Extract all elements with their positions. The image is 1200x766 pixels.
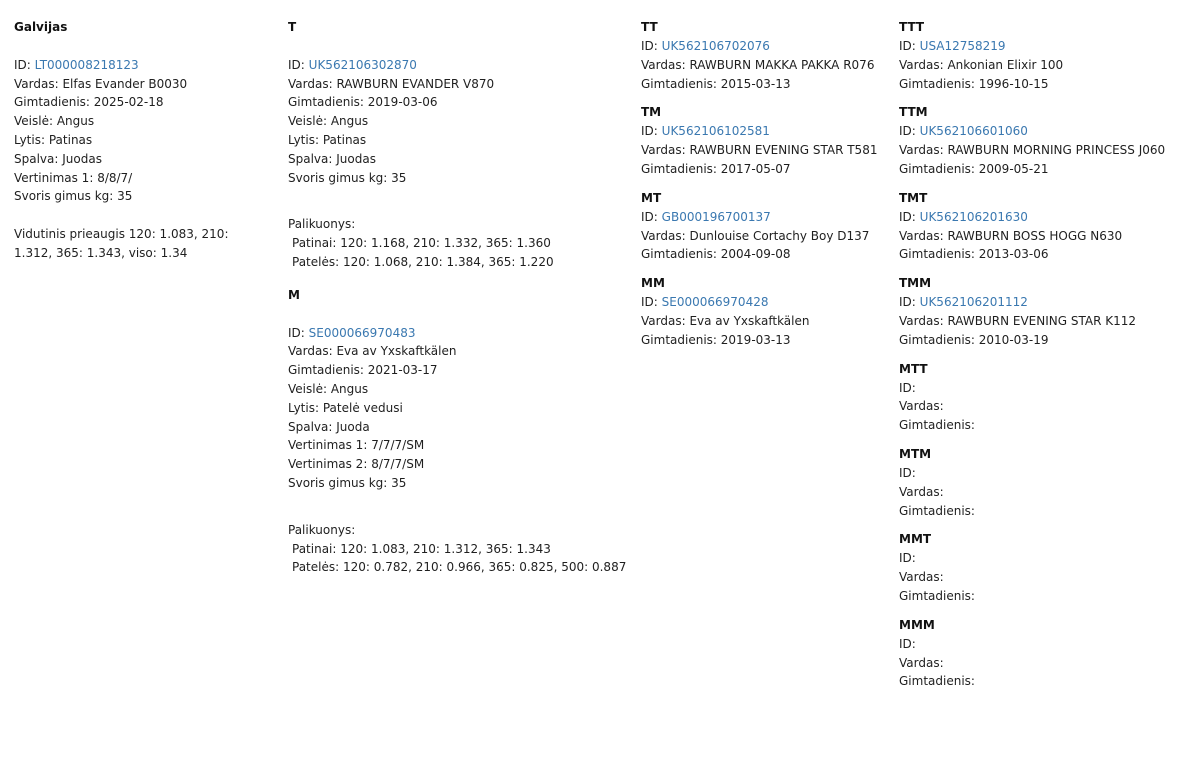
ancestor-mmm [899,616,1194,691]
ancestor-heading: MT [641,190,662,205]
ancestor-name-row [641,56,891,75]
sex-label: Lytis: [288,400,320,415]
ancestor-birthday: 2015-03-13 [720,76,791,91]
name-label: Vardas: [899,570,944,585]
birthday-label: Gimtadienis: [641,76,717,91]
sire-offspring-bulls-row [288,234,628,253]
ancestor-name: Eva av Yxskaftkälen [689,313,810,328]
ancestor-birthday-row [899,75,1194,94]
birth-weight-label: Svoris gimus kg: [288,475,388,490]
id-label: ID: [899,295,916,310]
ancestor-tm [641,103,891,178]
animal-id-link[interactable]: LT000008218123 [34,57,139,72]
ancestor-birthday: 2013-03-06 [978,247,1049,262]
dam-offspring-bulls-row [288,540,628,559]
parents-column [288,18,628,577]
dam-birth-weight: 35 [391,475,407,490]
id-label: ID: [288,325,305,340]
breed-label: Veislė: [288,114,328,129]
ancestor-name: RAWBURN MAKKA PAKKA R076 [689,57,875,72]
ancestor-heading: MMM [899,617,935,632]
birthday-label: Gimtadienis: [899,76,975,91]
ancestor-name-row [899,483,1194,502]
ancestor-id-link[interactable]: UK562106702076 [661,39,770,53]
ancestor-birthday-row [641,245,891,264]
ancestor-id-row [641,208,891,227]
sire-heading: T [288,20,297,34]
birthday-label: Gimtadienis: [899,418,975,433]
name-label: Vardas: [899,228,944,243]
ancestor-name: Ankonian Elixir 100 [947,57,1064,72]
dam-color: Juoda [336,419,370,434]
dam-offspring-label: Palikuonys: [288,522,356,537]
bulls-label: Patinai: [292,236,337,251]
dam-sex-row [288,399,628,418]
ancestor-ttm [899,103,1194,178]
ancestor-birthday-row [899,160,1194,179]
sex-label: Lytis: [14,132,46,147]
name-label: Vardas: [899,143,944,158]
id-label: ID: [899,124,916,139]
ancestor-id-row [899,635,1194,654]
ancestor-tmt [899,189,1194,264]
animal-id-row [14,56,264,75]
ancestor-id-row [899,293,1194,312]
color-label: Spalva: [14,151,59,166]
ancestor-name: RAWBURN EVENING STAR K112 [947,313,1136,328]
dam-sex: Patelė vedusi [322,400,403,415]
birthday-label: Gimtadienis: [641,332,717,347]
ancestor-mtm [899,445,1194,520]
animal-average-gain: Vidutinis prieaugis 120: 1.083, 210: 1.312, 365: 1.343, viso: 1.34 [14,226,229,260]
birthday-label: Gimtadienis: [288,95,364,110]
ancestor-name-row [899,312,1194,331]
color-label: Spalva: [288,151,333,166]
ancestor-heading: MTM [899,446,932,461]
dam-birthday-row [288,361,628,380]
ancestor-id-link[interactable]: UK562106201112 [919,295,1028,310]
breed-label: Veislė: [14,114,54,129]
id-label: ID: [899,465,916,480]
birthday-label: Gimtadienis: [288,363,364,378]
ancestor-name-row [641,227,891,246]
ancestor-id-row [641,293,891,312]
ancestor-heading: TM [641,105,662,120]
name-label: Vardas: [899,399,944,414]
ancestor-heading: TT [641,20,658,34]
ancestor-id-row [641,37,891,56]
sire-id-row [288,56,628,75]
ancestor-name-row [899,141,1194,160]
ancestor-birthday-row [899,245,1194,264]
birthday-label: Gimtadienis: [899,674,975,689]
dam-color-row [288,418,628,437]
animal-breed: Angus [56,114,95,129]
id-label: ID: [641,209,658,224]
sire-breed-row [288,112,628,131]
ancestor-birthday-row [641,75,891,94]
animal-score1: 8/8/7/ [97,170,133,185]
ancestor-mmt [899,530,1194,605]
sire-birthday: 2019-03-06 [367,95,438,110]
score2-label: Vertinimas 2: [288,457,368,472]
dam-score2-row [288,455,628,474]
ancestor-id-row [899,122,1194,141]
ancestor-id-link[interactable]: UK562106601060 [919,124,1028,139]
dam-heading: M [288,287,300,302]
sire-offspring-bulls: 120: 1.168, 210: 1.332, 365: 1.360 [340,236,551,251]
sire-birth-weight-row [288,169,628,188]
sire-sex: Patinas [322,132,367,147]
ancestor-name-row [899,654,1194,673]
id-label: ID: [899,636,916,651]
id-label: ID: [899,380,916,395]
dam-id-link[interactable]: SE000066970483 [308,325,416,340]
ancestor-birthday-row [899,502,1194,521]
sire-sex-row [288,131,628,150]
birthday-label: Gimtadienis: [899,588,975,603]
name-label: Vardas: [899,57,944,72]
ancestor-name: RAWBURN MORNING PRINCESS J060 [947,143,1166,158]
birthday-label: Gimtadienis: [899,503,975,518]
ancestor-heading: MM [641,276,665,291]
animal-sex: Patinas [48,132,93,147]
ancestor-birthday: 2004-09-08 [720,247,791,262]
name-label: Vardas: [288,344,333,359]
dam-offspring-bulls: 120: 1.083, 210: 1.312, 365: 1.343 [340,541,551,556]
ancestor-id-row [899,379,1194,398]
animal-color-row [14,150,264,169]
animal-sex-row [14,131,264,150]
ancestor-id-row [899,549,1194,568]
name-label: Vardas: [899,484,944,499]
ancestor-heading: TTM [899,105,928,120]
animal-breed-row [14,112,264,131]
animal-name: Elfas Evander B0030 [62,76,188,91]
id-label: ID: [899,39,916,53]
score1-label: Vertinimas 1: [288,438,368,453]
dam-score1-row [288,436,628,455]
id-label: ID: [641,295,658,310]
dam-name: Eva av Yxskaftkälen [336,344,457,359]
ancestor-id-link[interactable]: UK562106102581 [661,124,770,139]
heifers-label: Patelės: [292,254,340,269]
animal-name-row [14,75,264,94]
name-label: Vardas: [14,76,59,91]
score1-label: Vertinimas 1: [14,170,94,185]
ancestor-birthday-row [641,160,891,179]
sire-name-row [288,75,628,94]
sire-breed: Angus [330,114,369,129]
color-label: Spalva: [288,419,333,434]
id-label: ID: [288,57,305,72]
birthday-label: Gimtadienis: [899,247,975,262]
sire-offspring-heifers-row [288,253,628,272]
birthday-label: Gimtadienis: [899,332,975,347]
animal-column [14,18,264,263]
ancestor-name: RAWBURN EVENING STAR T581 [689,143,878,158]
animal-heading: Galvijas [14,20,68,34]
ancestor-birthday: 2009-05-21 [978,161,1049,176]
grandparents-column [641,18,891,360]
animal-birth-weight-row [14,187,264,206]
birthday-label: Gimtadienis: [899,161,975,176]
id-label: ID: [641,39,658,53]
sex-label: Lytis: [288,132,320,147]
ancestor-mm [641,274,891,349]
birth-weight-label: Svoris gimus kg: [14,189,114,204]
dam-name-row [288,342,628,361]
animal-score1-row [14,169,264,188]
ancestor-name-row [899,568,1194,587]
ancestor-birthday: 2019-03-13 [720,332,791,347]
ancestor-heading: TTT [899,20,925,34]
dam-offspring-heifers-row [288,558,628,577]
ancestor-heading: MMT [899,532,932,547]
ancestor-name-row [641,312,891,331]
dam-offspring-heifers: 120: 0.782, 210: 0.966, 365: 0.825, 500: 0.887 [342,560,627,575]
ancestor-mtt [899,360,1194,435]
great-grandparents-column [899,18,1194,701]
birthday-label: Gimtadienis: [641,247,717,262]
birthday-label: Gimtadienis: [641,161,717,176]
ancestor-tmm [899,274,1194,349]
id-label: ID: [899,551,916,566]
id-label: ID: [14,57,31,72]
sire-name: RAWBURN EVANDER V870 [336,76,495,91]
ancestor-birthday: 1996-10-15 [978,76,1049,91]
name-label: Vardas: [641,143,686,158]
ancestor-heading: TMT [899,190,928,205]
ancestor-id-row [899,37,1194,56]
ancestor-id-link[interactable]: SE000066970428 [661,295,769,310]
ancestor-heading: TMM [899,276,932,291]
ancestor-birthday-row [899,331,1194,350]
ancestor-birthday-row [641,331,891,350]
dam-id-row [288,324,628,343]
ancestor-id-link[interactable]: UK562106201630 [919,209,1028,224]
ancestor-name-row [899,397,1194,416]
ancestor-id-link[interactable]: GB000196700137 [661,209,771,224]
dam-breed-row [288,380,628,399]
ancestor-birthday-row [899,587,1194,606]
ancestor-tt [641,18,891,93]
sire-offspring-label: Palikuonys: [288,217,356,232]
name-label: Vardas: [641,313,686,328]
dam-score2: 8/7/7/SM [371,457,425,472]
ancestor-name: Dunlouise Cortachy Boy D137 [689,228,870,243]
animal-birth-weight: 35 [117,189,133,204]
dam-breed: Angus [330,381,369,396]
animal-birthday: 2025-02-18 [93,95,164,110]
dam-birth-weight-row [288,474,628,493]
ancestor-id-link[interactable]: USA12758219 [919,39,1006,53]
ancestor-birthday-row [899,416,1194,435]
id-label: ID: [641,124,658,139]
ancestor-mt [641,189,891,264]
ancestor-id-row [899,208,1194,227]
sire-offspring-heifers: 120: 1.068, 210: 1.384, 365: 1.220 [342,254,554,269]
ancestor-birthday-row [899,672,1194,691]
sire-color-row [288,150,628,169]
birthday-label: Gimtadienis: [14,95,90,110]
name-label: Vardas: [641,57,686,72]
sire-color: Juodas [336,151,376,166]
heifers-label: Patelės: [292,560,340,575]
animal-birthday-row [14,93,264,112]
name-label: Vardas: [899,313,944,328]
ancestor-name-row [899,227,1194,246]
sire-id-link[interactable]: UK562106302870 [308,57,417,72]
birth-weight-label: Svoris gimus kg: [288,170,388,185]
sire-birth-weight: 35 [391,170,407,185]
ancestor-name-row [641,141,891,160]
ancestor-birthday: 2010-03-19 [978,332,1049,347]
ancestor-name: RAWBURN BOSS HOGG N630 [947,228,1123,243]
name-label: Vardas: [288,76,333,91]
ancestor-ttt [899,18,1194,93]
bulls-label: Patinai: [292,541,337,556]
animal-color: Juodas [62,151,102,166]
ancestor-birthday: 2017-05-07 [720,161,791,176]
dam-score1: 7/7/7/SM [371,438,425,453]
name-label: Vardas: [899,655,944,670]
sire-birthday-row [288,93,628,112]
ancestor-name-row [899,56,1194,75]
ancestor-id-row [899,464,1194,483]
ancestor-id-row [641,122,891,141]
id-label: ID: [899,209,916,224]
dam-birthday: 2021-03-17 [367,363,438,378]
breed-label: Veislė: [288,381,328,396]
ancestor-heading: MTT [899,361,928,376]
name-label: Vardas: [641,228,686,243]
